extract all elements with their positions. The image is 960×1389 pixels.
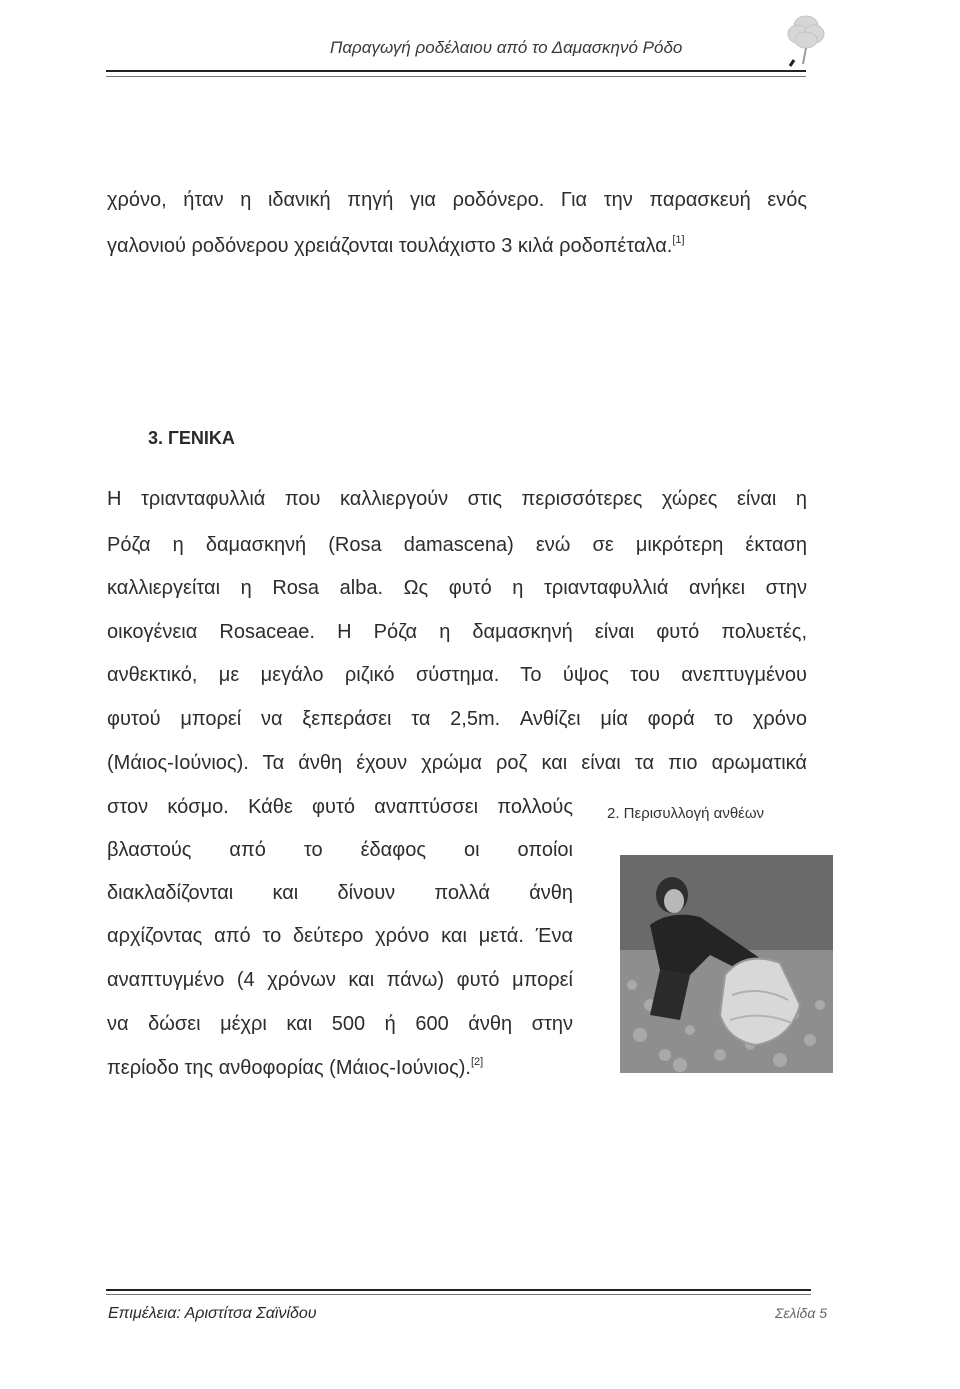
paragraph-line: να δώσει μέχρι και 500 ή 600 άνθη στην bbox=[107, 1013, 573, 1035]
paragraph-line: διακλαδίζονται και δίνουν πολλά άνθη bbox=[107, 882, 573, 904]
paragraph-line: αναπτυγμένο (4 χρόνων και πάνω) φυτό μπορεί bbox=[107, 969, 573, 991]
paragraph-line: Ρόζα η δαμασκηνή (Rosa damascena) ενώ σε μικρότερη έκταση bbox=[107, 534, 807, 556]
header-rule-thin bbox=[106, 76, 806, 77]
header-rule bbox=[106, 70, 806, 72]
footer-author: Επιμέλεια: Αριστίτσα Σαϊνίδου bbox=[108, 1305, 317, 1322]
paragraph-last-line-text: περίοδο της ανθοφορίας (Μάιος-Ιούνιος). bbox=[107, 1057, 471, 1079]
paragraph-line: φυτού μπορεί να ξεπεράσει τα 2,5m. Ανθίζει μία φορά το χρόνο bbox=[107, 708, 807, 730]
paragraph-line: αρχίζοντας από το δεύτερο χρόνο και μετά. Ένα bbox=[107, 925, 573, 947]
paragraph-line: (Μάιος-Ιούνιος). Τα άνθη έχουν χρώμα ροζ και είναι τα πιο αρωματικά bbox=[107, 752, 807, 774]
section-heading: 3. ΓΕΝΙΚΑ bbox=[148, 428, 235, 448]
footer-rule bbox=[106, 1289, 811, 1291]
intro-line-2 bbox=[107, 235, 807, 256]
paragraph-line: ανθεκτικό, με μεγάλο ριζικό σύστημα. Το ύψος του ανεπτυγμένου bbox=[107, 664, 807, 686]
footer-rule-thin bbox=[106, 1294, 811, 1295]
footer-page-number: Σελίδα 5 bbox=[775, 1305, 827, 1321]
paragraph-line: βλαστούς από το έδαφος οι οποίοι bbox=[107, 839, 573, 861]
reference-2: [2] bbox=[470, 1056, 484, 1068]
running-header-title: Παραγωγή ροδέλαιου από το Δαμασκηνό Ρόδο bbox=[330, 38, 683, 57]
intro-line-1: χρόνο, ήταν η ιδανική πηγή για ροδόνερο. Για την παρασκευή ενός bbox=[107, 189, 807, 211]
paragraph-line: Η τριανταφυλλιά που καλλιεργούν στις περισσότερες χώρες είναι η bbox=[107, 488, 807, 510]
figure-caption: 2. Περισυλλογή ανθέων bbox=[607, 805, 765, 822]
paragraph-line: στον κόσμο. Κάθε φυτό αναπτύσσει πολλούς bbox=[107, 796, 573, 818]
rose-logo-icon bbox=[770, 4, 840, 70]
intro-line-2-text: γαλονιού ροδόνερου χρειάζονται τουλάχιστο 3 κιλά ροδοπέταλα. bbox=[107, 235, 673, 257]
paragraph-line: καλλιεργείται η Rosa alba. Ως φυτό η τριανταφυλλιά ανήκει στην bbox=[107, 577, 807, 599]
paragraph-line: οικογένεια Rosaceae. Η Ρόζα η δαμασκηνή είναι φυτό πολυετές, bbox=[107, 621, 807, 643]
rose-harvest-photo bbox=[620, 855, 833, 1073]
reference-1: [1] bbox=[672, 234, 685, 246]
